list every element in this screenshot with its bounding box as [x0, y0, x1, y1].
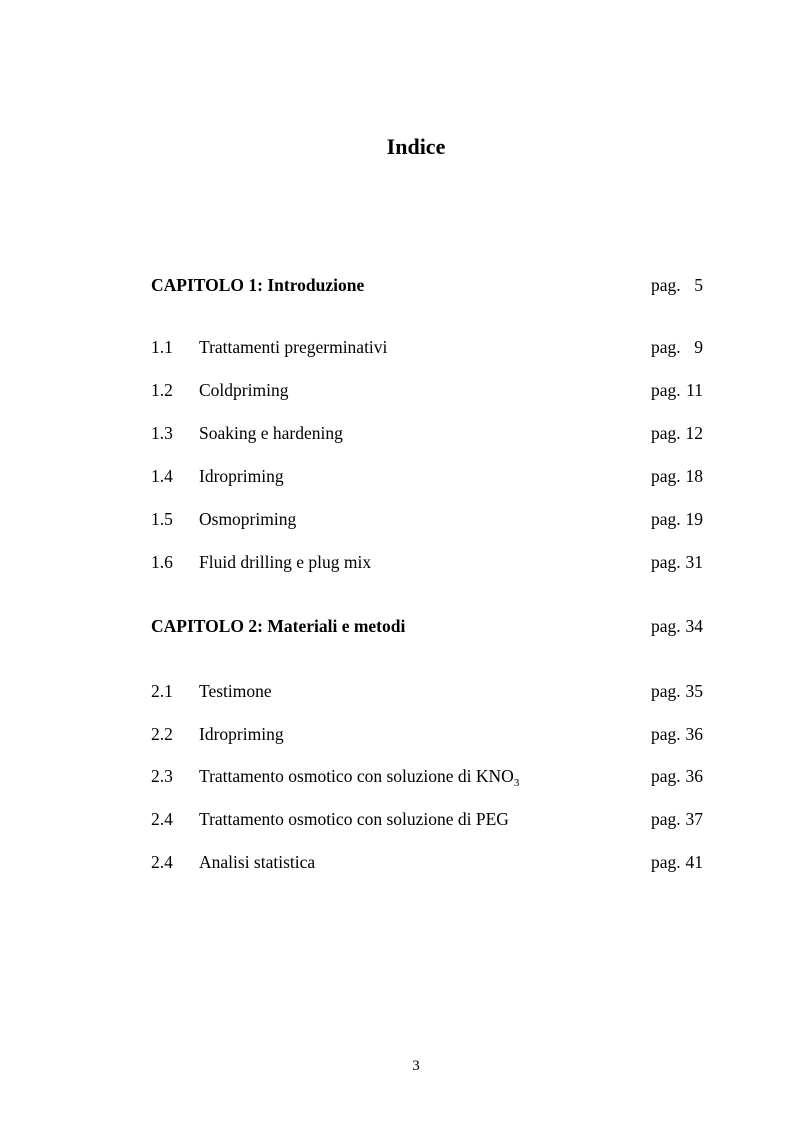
- toc-page-ref: [651, 850, 703, 874]
- toc-section-1-6[interactable]: [151, 550, 703, 574]
- page-prefix: pag.: [650, 423, 681, 443]
- toc-section-number: 1.4: [151, 466, 173, 486]
- toc-page-ref: [651, 807, 703, 831]
- page-number: 37: [685, 809, 703, 829]
- toc-section-title: Fluid drilling e plug mix: [199, 552, 372, 572]
- toc-section-number: 2.4: [151, 852, 173, 872]
- page-number: 5: [694, 275, 703, 295]
- toc-section-title-main: Trattamento osmotico con soluzione di KNO: [199, 766, 514, 786]
- toc-page-ref: [651, 273, 703, 297]
- toc-page-ref: [651, 335, 703, 359]
- page-prefix: pag.: [650, 337, 681, 357]
- toc-section-title: Coldpriming: [199, 380, 289, 400]
- page-title: Indice: [386, 134, 446, 159]
- page-prefix: pag.: [650, 681, 681, 701]
- toc-page-ref: [651, 421, 703, 445]
- page-number: 12: [685, 423, 703, 443]
- toc-section-title: Soaking e hardening: [199, 423, 343, 443]
- toc-section-title: Osmopriming: [199, 509, 297, 529]
- toc-section-title: [199, 764, 519, 791]
- toc-section-1-1[interactable]: [151, 335, 703, 359]
- page-number: 18: [685, 466, 703, 486]
- toc-page-ref: [651, 764, 703, 788]
- toc-page-ref: [651, 722, 703, 746]
- toc-section-number: 2.3: [151, 766, 173, 786]
- toc-section-2-2[interactable]: [151, 722, 703, 746]
- toc-chapter-2[interactable]: [151, 614, 703, 638]
- toc-section-2-4-peg[interactable]: [151, 807, 703, 831]
- page-prefix: pag.: [650, 724, 681, 744]
- toc-section-2-3[interactable]: [151, 764, 703, 788]
- page-number: 31: [685, 552, 703, 572]
- toc-chapter-1[interactable]: [151, 273, 703, 297]
- toc-section-number: 1.3: [151, 423, 173, 443]
- toc-section-number: 2.2: [151, 724, 173, 744]
- subscript-3: 3: [513, 777, 520, 789]
- toc-section-number: 1.2: [151, 380, 173, 400]
- toc-section-number: 1.1: [151, 337, 173, 357]
- toc-page-ref: [651, 679, 703, 703]
- page-number: 41: [685, 852, 703, 872]
- toc-section-2-1[interactable]: [151, 679, 703, 703]
- toc-section-title: Trattamento osmotico con soluzione di PEG: [199, 809, 509, 829]
- page-number: 9: [694, 337, 703, 357]
- page-prefix: pag.: [650, 509, 681, 529]
- toc-section-title: Analisi statistica: [199, 852, 316, 872]
- toc-section-number: 1.6: [151, 552, 173, 572]
- page-prefix: pag.: [650, 809, 681, 829]
- toc-page-ref: [651, 378, 703, 402]
- toc-section-1-4[interactable]: [151, 464, 703, 488]
- toc-page-ref: [651, 614, 703, 638]
- page-prefix: pag.: [650, 552, 681, 572]
- page-number: 36: [685, 724, 703, 744]
- toc-chapter-title: CAPITOLO 1: Introduzione: [151, 275, 365, 295]
- page-number: 36: [685, 766, 703, 786]
- page-prefix: pag.: [650, 852, 681, 872]
- toc-section-title: Trattamenti pregerminativi: [199, 337, 388, 357]
- page-prefix: pag.: [650, 380, 681, 400]
- toc-section-1-3[interactable]: [151, 421, 703, 445]
- toc-page-ref: [651, 464, 703, 488]
- toc-section-title: Idropriming: [199, 466, 284, 486]
- toc-section-1-5[interactable]: [151, 507, 703, 531]
- toc-page-ref: [651, 507, 703, 531]
- page-number: 11: [686, 380, 703, 400]
- page-number: 34: [685, 616, 703, 636]
- footer-page-number: 3: [412, 1058, 420, 1074]
- page-prefix: pag.: [650, 466, 681, 486]
- toc-section-title: Idropriming: [199, 724, 284, 744]
- page-prefix: pag.: [650, 616, 681, 636]
- toc-page-ref: [651, 550, 703, 574]
- page-number: 35: [685, 681, 703, 701]
- toc-section-1-2[interactable]: [151, 378, 703, 402]
- toc-section-2-4-analisi[interactable]: [151, 850, 703, 874]
- toc-section-number: 1.5: [151, 509, 173, 529]
- page-prefix: pag.: [650, 766, 681, 786]
- page-prefix: pag.: [650, 275, 681, 295]
- toc-section-title: Testimone: [199, 681, 272, 701]
- toc-chapter-title: CAPITOLO 2: Materiali e metodi: [151, 616, 406, 636]
- toc-section-number: 2.1: [151, 681, 173, 701]
- toc-section-number: 2.4: [151, 809, 173, 829]
- page-number: 19: [685, 509, 703, 529]
